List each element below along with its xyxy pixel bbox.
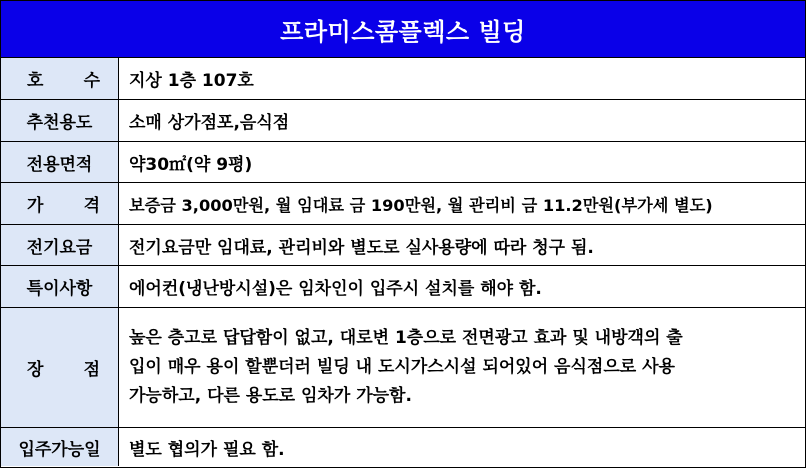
row-label-part: 점 — [83, 360, 100, 380]
table-row-electricity — [1, 225, 805, 266]
row-label — [1, 183, 119, 224]
row-label: 입주가능일 — [1, 428, 119, 466]
row-value: 전기요금만 임대료, 관리비와 별도로 실사용량에 따라 청구 됨. — [129, 237, 594, 258]
row-label: 추천용도 — [1, 100, 119, 141]
table-row-area — [1, 142, 805, 183]
table-row-notes — [1, 266, 805, 308]
row-value: 별도 협의가 필요 함. — [129, 439, 285, 460]
row-label: 특이사항 — [1, 266, 119, 307]
advantage-line: 높은 층고로 답답함이 없고, 대로변 1층으로 전면광고 효과 및 내방객의 출 — [129, 328, 683, 348]
row-label-part: 호 — [27, 71, 44, 91]
row-label — [1, 58, 119, 99]
row-label: 전기요금 — [1, 225, 119, 265]
row-value: 보증금 3,000만원, 월 임대료 금 190만원, 월 관리비 금 11.2만원(부가세 별도) — [129, 195, 713, 215]
table-row-move-in-date — [1, 428, 805, 466]
advantage-line: 가능하고, 다른 용도로 임차가 가능함. — [129, 386, 412, 406]
row-value: 소매 상가점포,음식점 — [129, 113, 290, 133]
table-row-recommended-use — [1, 100, 805, 142]
row-label-part: 수 — [83, 71, 100, 91]
row-value — [119, 308, 805, 427]
table-row-price — [1, 183, 805, 225]
row-label-part: 가 — [27, 196, 44, 216]
table-row-advantages — [1, 308, 805, 428]
row-label-part: 장 — [27, 360, 44, 380]
row-label: 전용면적 — [1, 142, 119, 182]
row-value: 약30㎡(약 9평) — [129, 154, 253, 175]
row-label-part: 격 — [83, 196, 100, 216]
table-row-unit — [1, 58, 805, 100]
row-value: 에어컨(냉난방시설)은 임차인이 입주시 설치를 해야 함. — [129, 279, 542, 299]
page-title: 프라미스콤플렉스 빌딩 — [1, 1, 805, 58]
advantage-line: 입이 매우 용이 할뿐더러 빌딩 내 도시가스시설 되어있어 음식점으로 사용 — [129, 357, 675, 377]
row-value: 지상 1층 107호 — [129, 71, 254, 91]
row-label — [1, 308, 119, 427]
